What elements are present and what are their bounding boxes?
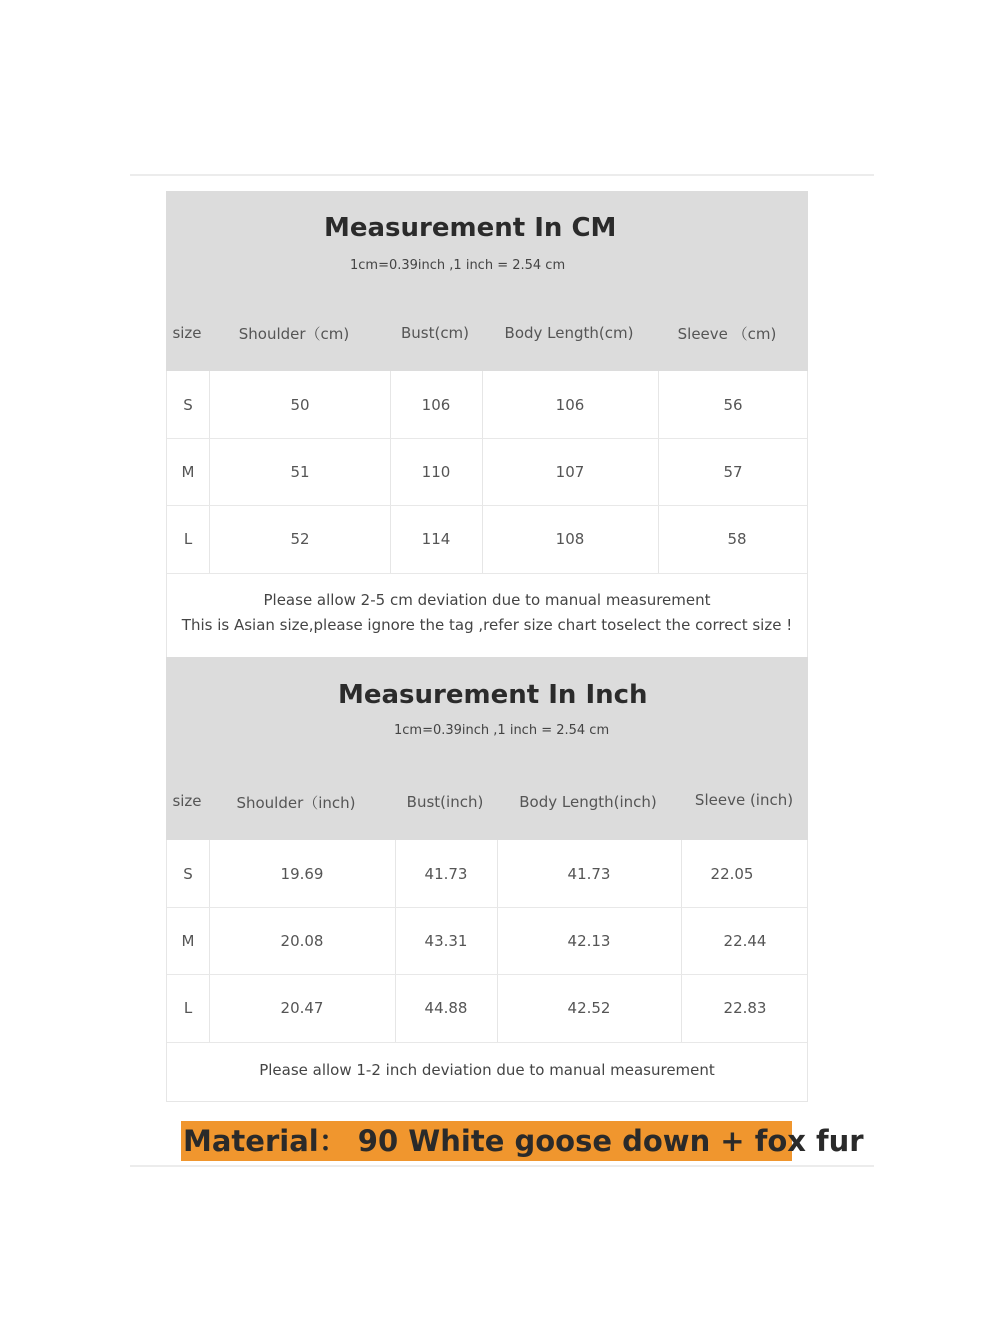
- cm-header-body-length: Body Length(cm): [504, 324, 634, 342]
- cm-header-panel: [166, 191, 808, 371]
- bottom-divider: [130, 1165, 874, 1167]
- sleeve-cell: 58: [727, 530, 747, 548]
- size-cell: S: [183, 396, 193, 414]
- cm-notes: [166, 574, 808, 657]
- bust-cell: 41.73: [424, 865, 468, 883]
- bust-cell: 114: [421, 530, 451, 548]
- body-length-cell: 108: [555, 530, 585, 548]
- cm-header-sleeve: Sleeve （cm): [677, 325, 777, 343]
- bust-cell: 106: [421, 396, 451, 414]
- size-cell: L: [183, 999, 193, 1017]
- cm-size-table: [166, 371, 808, 574]
- size-cell: M: [181, 932, 195, 950]
- inch-header-shoulder: Shoulder（inch): [236, 794, 356, 812]
- table-row: [167, 908, 807, 975]
- table-row: [167, 975, 807, 1043]
- inch-size-table: [166, 840, 808, 1043]
- inch-header-body-length: Body Length(inch): [519, 793, 657, 811]
- inch-header-size: size: [172, 792, 202, 810]
- sleeve-cell: 57: [723, 463, 743, 481]
- cm-conversion-note: 1cm=0.39inch ,1 inch = 2.54 cm: [350, 258, 566, 273]
- table-row: [167, 506, 807, 574]
- sleeve-cell: 22.44: [723, 932, 767, 950]
- shoulder-cell: 52: [290, 530, 310, 548]
- size-cell: S: [183, 865, 193, 883]
- inch-title: Measurement In Inch: [338, 680, 648, 710]
- sleeve-cell: 22.05: [710, 865, 754, 883]
- cm-deviation-note: Please allow 2-5 cm deviation due to manual measurement: [263, 591, 711, 609]
- top-divider: [130, 174, 874, 176]
- cm-header-bust: Bust(cm): [400, 324, 470, 342]
- bust-cell: 44.88: [424, 999, 468, 1017]
- cm-header-size: size: [172, 324, 202, 342]
- body-length-cell: 106: [555, 396, 585, 414]
- shoulder-cell: 50: [290, 396, 310, 414]
- shoulder-cell: 19.69: [280, 865, 324, 883]
- size-cell: L: [183, 530, 193, 548]
- inch-header-sleeve: Sleeve (inch): [694, 791, 794, 809]
- table-row: [167, 439, 807, 506]
- material-banner: Material： 90 White goose down + fox fur: [181, 1121, 792, 1161]
- body-length-cell: 107: [555, 463, 585, 481]
- inch-header-panel: [166, 657, 808, 840]
- inch-notes: [166, 1043, 808, 1102]
- table-row: [167, 840, 807, 908]
- body-length-cell: 42.52: [567, 999, 611, 1017]
- sleeve-cell: 56: [723, 396, 743, 414]
- table-row: [167, 371, 807, 439]
- bust-cell: 110: [421, 463, 451, 481]
- inch-conversion-note: 1cm=0.39inch ,1 inch = 2.54 cm: [394, 723, 610, 738]
- inch-deviation-note: Please allow 1-2 inch deviation due to manual measurement: [259, 1061, 715, 1079]
- bust-cell: 43.31: [424, 932, 468, 950]
- body-length-cell: 42.13: [567, 932, 611, 950]
- cm-title: Measurement In CM: [324, 213, 617, 243]
- inch-header-bust: Bust(inch): [406, 793, 484, 811]
- sleeve-cell: 22.83: [723, 999, 767, 1017]
- shoulder-cell: 51: [290, 463, 310, 481]
- shoulder-cell: 20.08: [280, 932, 324, 950]
- shoulder-cell: 20.47: [280, 999, 324, 1017]
- asian-size-note: This is Asian size,please ignore the tag ,refer size chart toselect the correct size !: [181, 616, 793, 634]
- body-length-cell: 41.73: [567, 865, 611, 883]
- size-cell: M: [181, 463, 195, 481]
- cm-header-shoulder: Shoulder（cm): [238, 325, 350, 343]
